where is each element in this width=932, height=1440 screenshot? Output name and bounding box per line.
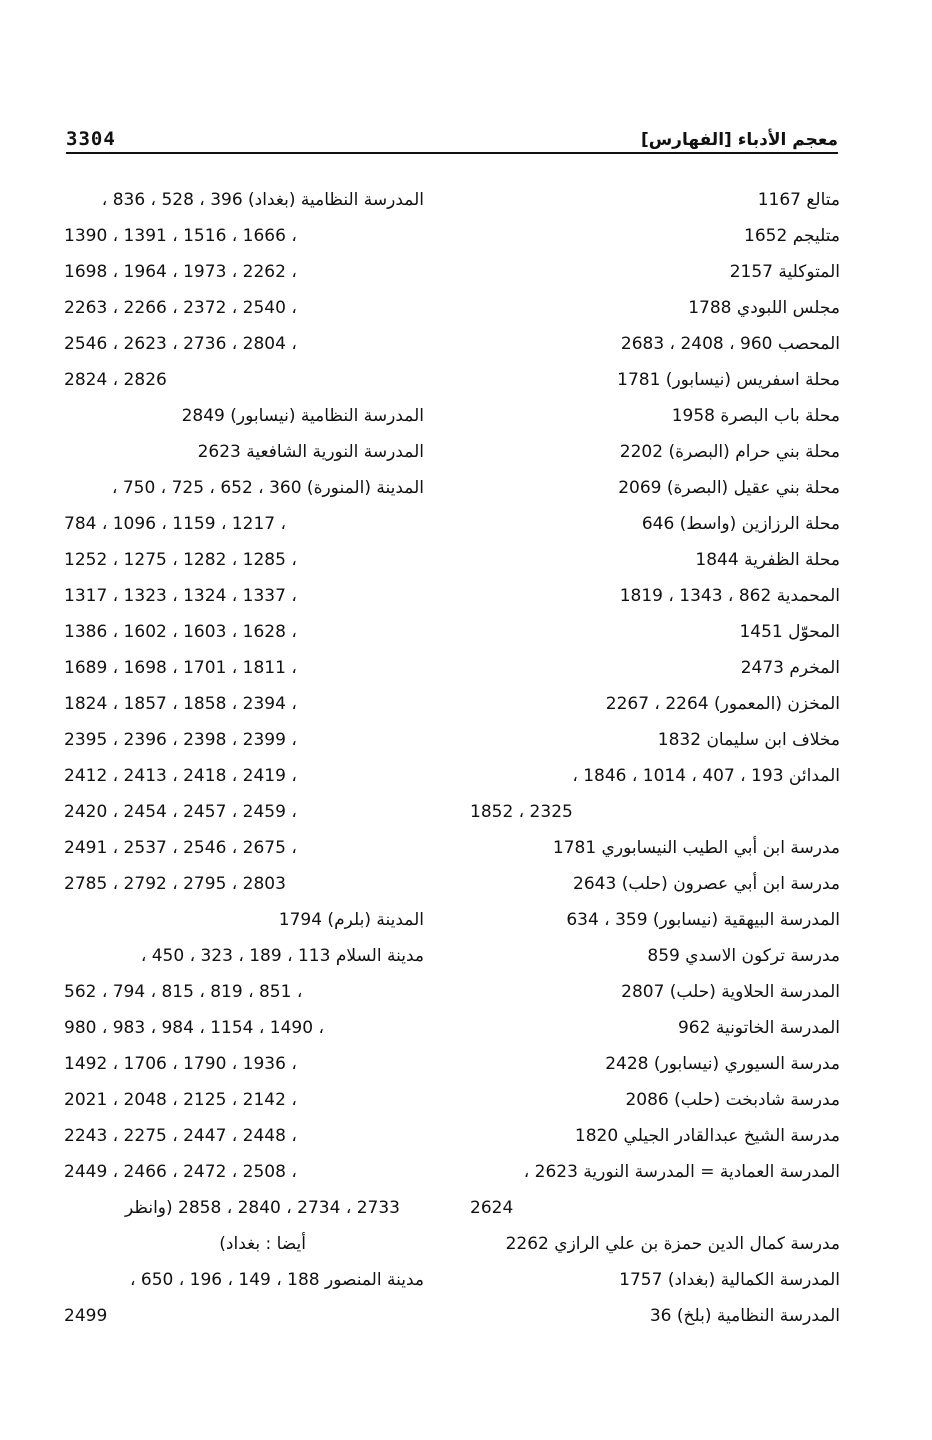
index-entry: 2785 ، 2792 ، 2795 ، 2803 [64, 874, 286, 894]
index-entry: المدينة (بلرم) 1794 [278, 910, 424, 930]
index-entry: المدرسة الحلاوية (حلب) 2807 [621, 982, 840, 1002]
index-entry: 2546 ، 2623 ، 2736 ، 2804 ، [64, 334, 297, 354]
index-entry: 1824 ، 1857 ، 1858 ، 2394 ، [64, 694, 297, 714]
index-entry: المحمدية 862 ، 1343 ، 1819 [619, 586, 840, 606]
header-rule [66, 152, 838, 154]
index-entry: 2021 ، 2048 ، 2125 ، 2142 ، [64, 1090, 297, 1110]
index-entry: مدرسة ابن أبي عصرون (حلب) 2643 [573, 874, 840, 894]
index-entry: 784 ، 1096 ، 1159 ، 1217 ، [64, 514, 287, 534]
index-entry: المخرم 2473 [740, 658, 840, 678]
index-entry: المحصب 960 ، 2408 ، 2683 [620, 334, 840, 354]
index-entry: المحوّل 1451 [739, 622, 840, 642]
index-entry: المخزن (المعمور) 2264 ، 2267 [605, 694, 840, 714]
index-entry: المدرسة الخاتونية 962 [677, 1018, 840, 1038]
index-entry: 2420 ، 2454 ، 2457 ، 2459 ، [64, 802, 297, 822]
page-number: 3304 [66, 128, 116, 150]
index-entry: مدرسة شادبخت (حلب) 2086 [625, 1090, 840, 1110]
index-entry: 2263 ، 2266 ، 2372 ، 2540 ، [64, 298, 297, 318]
index-entry: مدرسة السيوري (نيسابور) 2428 [605, 1054, 840, 1074]
index-entry: محلة باب البصرة 1958 [671, 406, 840, 426]
index-entry: 2733 ، 2734 ، 2840 ، 2858 (وانظر [125, 1198, 400, 1218]
index-entry: المدرسة الكمالية (بغداد) 1757 [619, 1270, 840, 1290]
index-entry: المدرسة العمادية = المدرسة النورية 2623 ، [523, 1162, 840, 1182]
index-entry: 1852 ، 2325 [470, 802, 573, 822]
index-entry: 562 ، 794 ، 815 ، 819 ، 851 ، [64, 982, 303, 1002]
index-entry: 2624 [470, 1198, 514, 1218]
index-entry: محلة الرزازين (واسط) 646 [641, 514, 840, 534]
index-entry: المدرسة النظامية (بغداد) 396 ، 528 ، 836 ، [101, 190, 424, 210]
index-entry: المدائن 193 ، 407 ، 1014 ، 1846 ، [572, 766, 840, 786]
index-column-right [470, 182, 840, 1334]
index-entry: 1689 ، 1698 ، 1701 ، 1811 ، [64, 658, 297, 678]
index-entry: المدرسة النظامية (بلخ) 36 [649, 1306, 840, 1326]
index-column-left [64, 182, 424, 1334]
index-entry: محلة بني عقيل (البصرة) 2069 [618, 478, 840, 498]
index-entry: محلة الظفرية 1844 [695, 550, 840, 570]
index-entry: 2412 ، 2413 ، 2418 ، 2419 ، [64, 766, 297, 786]
index-entry: المتوكلية 2157 [729, 262, 840, 282]
index-entry: 2449 ، 2466 ، 2472 ، 2508 ، [64, 1162, 297, 1182]
index-entry: محلة بني حرام (البصرة) 2202 [619, 442, 840, 462]
index-entry: مدرسة كمال الدين حمزة بن علي الرازي 2262 [505, 1234, 840, 1254]
index-entry: مدينة المنصور 188 ، 149 ، 196 ، 650 ، [129, 1270, 424, 1290]
index-entry: مدينة السلام 113 ، 189 ، 323 ، 450 ، [140, 946, 424, 966]
index-entry: المدينة (المنورة) 360 ، 652 ، 725 ، 750 ، [111, 478, 424, 498]
index-entry: 2491 ، 2537 ، 2546 ، 2675 ، [64, 838, 297, 858]
running-title: معجم الأدباء [الفهارس] [640, 130, 838, 150]
index-entry: 1390 ، 1391 ، 1516 ، 1666 ، [64, 226, 297, 246]
index-entry: 2824 ، 2826 [64, 370, 167, 390]
index-entry: 1386 ، 1602 ، 1603 ، 1628 ، [64, 622, 297, 642]
index-entry: 1492 ، 1706 ، 1790 ، 1936 ، [64, 1054, 297, 1074]
index-entry: 2243 ، 2275 ، 2447 ، 2448 ، [64, 1126, 297, 1146]
index-entry: المدرسة النظامية (نيسابور) 2849 [181, 406, 424, 426]
index-entry: 1698 ، 1964 ، 1973 ، 2262 ، [64, 262, 297, 282]
index-entry: مخلاف ابن سليمان 1832 [657, 730, 840, 750]
page-header [66, 118, 838, 150]
index-entry: متليجم 1652 [744, 226, 840, 246]
index-entry: المدرسة البيهقية (نيسابور) 359 ، 634 [566, 910, 840, 930]
index-entry: متالع 1167 [757, 190, 840, 210]
index-entry: 2499 [64, 1306, 108, 1326]
index-entry: 2395 ، 2396 ، 2398 ، 2399 ، [64, 730, 297, 750]
index-entry: مجلس اللبودي 1788 [688, 298, 840, 318]
index-entry: مدرسة ابن أبي الطيب النيسابوري 1781 [552, 838, 840, 858]
index-entry: 1252 ، 1275 ، 1282 ، 1285 ، [64, 550, 297, 570]
index-entry: محلة اسفريس (نيسابور) 1781 [617, 370, 840, 390]
index-entry: مدرسة تركون الاسدي 859 [647, 946, 840, 966]
index-entry: المدرسة النورية الشافعية 2623 [197, 442, 424, 462]
index-entry: مدرسة الشيخ عبدالقادر الجيلي 1820 [574, 1126, 840, 1146]
index-entry: 980 ، 983 ، 984 ، 1154 ، 1490 ، [64, 1018, 324, 1038]
index-entry: أيضا : بغداد) [219, 1234, 306, 1254]
index-entry: 1317 ، 1323 ، 1324 ، 1337 ، [64, 586, 297, 606]
